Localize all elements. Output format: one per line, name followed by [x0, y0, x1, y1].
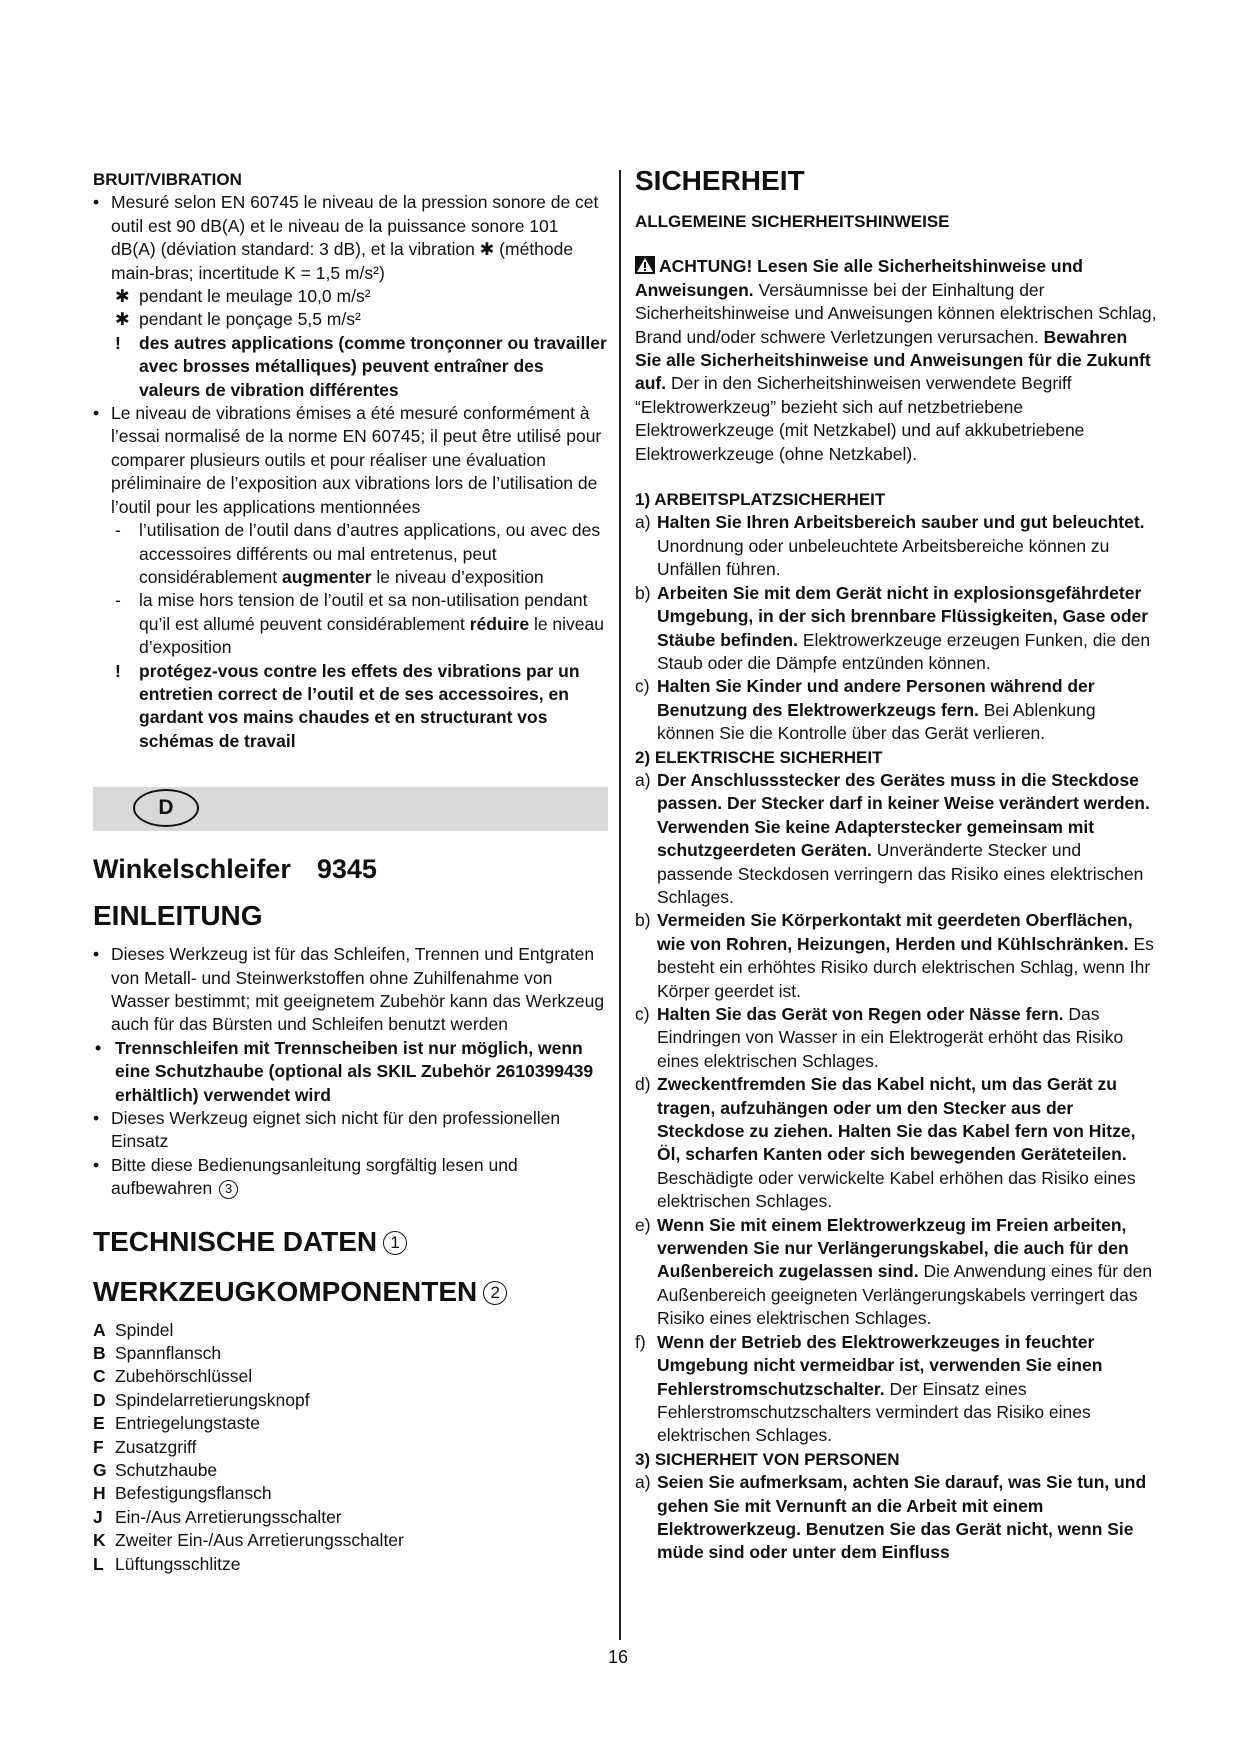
figure-ref-1: 1	[383, 1231, 407, 1255]
bullet-icon: •	[93, 944, 100, 965]
safety-item	[635, 1331, 1157, 1448]
exclamation-icon: !	[115, 332, 121, 353]
component-item	[93, 1553, 608, 1576]
component-item	[93, 1342, 608, 1365]
tech-data-heading: TECHNISCHE DATEN 1	[93, 1225, 608, 1259]
noise-warning-1: ! des autres applications (comme tronçonner ou travailler avec brosses métalliques) peuvent entraîner des valeurs de vibration différentes	[115, 332, 607, 400]
safety-title: SICHERHEIT	[635, 165, 805, 196]
component-key: A	[93, 1319, 106, 1340]
component-label: Spannflansch	[115, 1343, 222, 1364]
noise-heading: BRUIT/VIBRATION	[93, 170, 242, 189]
safety-item-label: e)	[635, 1214, 651, 1235]
component-label: Zusatzgriff	[115, 1436, 197, 1457]
safety-item-label: b)	[635, 910, 651, 931]
component-item	[93, 1506, 608, 1529]
safety-item-instruction: Zweckentfremden Sie das Kabel nicht, um das Gerät zu tragen, aufzuhängen oder um den Stecker aus der Steckdose zu ziehen. Halten Sie das Kabel fern von Hitze, Öl, scharfen Kanten oder sich bewegenden Geräteteilen.	[657, 1074, 1136, 1165]
bullet-icon: •	[93, 1154, 100, 1175]
safety-item-explanation: Elektrowerkzeuge erzeugen Funken, die den Staub oder die Dämpfe entzünden können.	[657, 629, 1151, 673]
intro-bullet-1: • Dieses Werkzeug ist für das Schleifen, Trennen und Entgraten von Metall- und Steinwerkstoffen ohne Zuhilfenahme von Wasser bestimmt; mit geeignetem Zubehör kann das Werkzeug auch für das Bürsten und Schleifen benutzt werden	[93, 944, 605, 1035]
safety-item-label: a)	[635, 512, 651, 533]
intro-bullet-2: • Trennschleifen mit Trennscheiben ist nur möglich, wenn eine Schutzhaube (optional als SKIL Zubehör 2610399439 erhältlich) verwendet wird	[95, 1037, 594, 1105]
component-key: J	[93, 1506, 103, 1527]
safety-item-explanation: Der Einsatz eines Fehlerstromschutzschalters vermindert das Risiko eines elektrischen Schlages.	[657, 1378, 1091, 1446]
bullet-icon: •	[93, 403, 100, 424]
safety-item	[635, 1003, 1157, 1073]
product-title: Winkelschleifer 9345	[93, 854, 377, 885]
exclamation-icon: !	[115, 660, 121, 681]
component-label: Zubehörschlüssel	[115, 1366, 253, 1387]
noise-dash-1: - l’utilisation de l’outil dans d’autres applications, ou avec des accessoires différents ou mal entretenus, peut considérablement augmenter le niveau d’exposition	[115, 520, 601, 587]
component-key: E	[93, 1413, 105, 1434]
safety-item-instruction: Der Anschlussstecker des Gerätes muss in die Steckdose passen. Der Stecker darf in keiner Weise verändert werden. Verwenden Sie keine Adapterstecker gemeinsam mit schutzgeerdeten Geräten.	[657, 769, 1150, 861]
component-item	[93, 1436, 608, 1459]
component-item	[93, 1319, 608, 1342]
safety-item-instruction: Vermeiden Sie Körperkontakt mit geerdeten Oberflächen, wie von Rohren, Heizungen, Herden und Kühlschränken.	[657, 910, 1133, 954]
safety-item	[635, 1214, 1157, 1331]
warning-triangle-icon	[635, 256, 655, 274]
right-column	[635, 165, 1157, 1565]
component-key: K	[93, 1530, 106, 1551]
personal-safety-heading: 3) SICHERHEIT VON PERSONEN	[635, 1449, 900, 1469]
noise-dash-2: - la mise hors tension de l’outil et sa non-utilisation pendant qu’il est allumé peuvent considérablement réduire le niveau d’exposition	[115, 590, 604, 658]
component-label: Ein-/Aus Arretierungsschalter	[115, 1506, 342, 1527]
bullet-icon: •	[95, 1037, 102, 1058]
page-number: 16	[608, 1647, 629, 1667]
bullet-icon: •	[93, 192, 100, 213]
safety-item-label: c)	[635, 1004, 650, 1024]
column-divider	[619, 170, 621, 1640]
safety-item	[635, 511, 1157, 581]
safety-item-label: d)	[635, 1074, 651, 1095]
safety-item-label: c)	[635, 676, 650, 697]
dash-icon: -	[115, 590, 121, 611]
safety-item-label: a)	[635, 769, 651, 790]
safety-item	[635, 1471, 1157, 1565]
asterisk-icon: ✱	[115, 309, 130, 330]
safety-item-instruction: Seien Sie aufmerksam, achten Sie darauf, was Sie tun, und gehen Sie mit Vernunft an die Arbeit mit einem Elektrowerkzeug. Benutzen Sie das Gerät nicht, wenn Sie müde sind oder unter dem Einfluss	[657, 1472, 1147, 1563]
noise-bullet-1: • Mesuré selon EN 60745 le niveau de la pression sonore de cet outil est 90 dB(A) et le niveau de la puissance sonore 101 dB(A) (déviation standard: 3 dB), et la vibration ✱ (méthode main-bras; incertitude K = 1,5 m/s²)	[93, 192, 599, 283]
component-item	[93, 1365, 608, 1388]
safety-item-instruction: Halten Sie Ihren Arbeitsbereich sauber und gut beleuchtet.	[657, 512, 1145, 533]
safety-item	[635, 1073, 1157, 1213]
workplace-safety-heading: 1) ARBEITSPLATZSICHERHEIT	[635, 490, 886, 510]
component-key: L	[93, 1553, 104, 1574]
intro-bullet-4: • Bitte diese Bedienungsanleitung sorgfältig lesen und aufbewahren 3	[93, 1154, 518, 1199]
component-key: F	[93, 1436, 104, 1457]
safety-item	[635, 675, 1157, 745]
safety-item-explanation: Unveränderte Stecker und passende Steckdosen verringern das Risiko eines elektrischen Schlages.	[657, 840, 1144, 907]
asterisk-icon: ✱	[115, 286, 130, 307]
intro-heading: EINLEITUNG	[93, 900, 263, 932]
safety-item-instruction: Halten Sie das Gerät von Regen oder Nässe fern.	[657, 1004, 1064, 1024]
language-bar	[93, 787, 608, 831]
bullet-icon: •	[93, 1108, 100, 1128]
noise-bullet-2: • Le niveau de vibrations émises a été mesuré conformément à l’essai normalisé de la norme EN 60745; il peut être utilisé pour comparer plusieurs outils et pour réaliser une évaluation préliminaire de l’exposition aux vibrations lors de l’utilisation de l’outil pour les applications mentionnées	[93, 403, 602, 517]
component-key: D	[93, 1389, 106, 1410]
components-heading: WERKZEUGKOMPONENTEN 2	[93, 1275, 608, 1309]
component-label: Entriegelungstaste	[115, 1413, 260, 1434]
component-label: Schutzhaube	[115, 1460, 218, 1481]
noise-sub-2: ✱ pendant le ponçage 5,5 m/s²	[93, 308, 608, 331]
component-key: G	[93, 1460, 107, 1481]
safety-item-explanation: Das Eindringen von Wasser in ein Elektrogerät erhöht das Risiko eines elektrischen Schlages.	[657, 1004, 1124, 1071]
component-label: Spindelarretierungsknopf	[115, 1389, 310, 1410]
safety-item-explanation: Unordnung oder unbeleuchtete Arbeitsbereiche können zu Unfällen führen.	[657, 535, 1110, 580]
component-key: B	[93, 1343, 106, 1364]
figure-ref-2: 2	[483, 1281, 507, 1305]
workplace-safety-list	[635, 511, 1157, 745]
component-label: Lüftungsschlitze	[115, 1553, 241, 1574]
safety-item-label: f)	[635, 1331, 646, 1352]
dash-icon: -	[115, 520, 121, 541]
figure-ref-3: 3	[219, 1180, 238, 1199]
safety-item-explanation: Bei Ablenkung können Sie die Kontrolle über das Gerät verlieren.	[657, 699, 1096, 744]
personal-safety-list	[635, 1471, 1157, 1565]
safety-item-instruction: Halten Sie Kinder und andere Personen während der Benutzung des Elektrowerkzeugs fern.	[657, 676, 1095, 720]
general-warning: ACHTUNG! Lesen Sie alle Sicherheitshinweise und Anweisungen. Versäumnisse bei der Einhaltung der Sicherheitshinweise und Anweisungen können elektrischen Schlag, Brand und/oder schwere Verletzungen verursachen. Bewahren Sie alle Sicherheitshinweise und Anweisungen für die Zukunft auf. Der in den Sicherheitshinweisen verwendete Begriff “Elektrowerkzeug” bezieht sich auf netzbetriebene Elektrowerkzeuge (mit Netzkabel) und auf akkubetriebene Elektrowerkzeuge (ohne Netzkabel).	[635, 256, 1157, 464]
component-item	[93, 1529, 608, 1552]
component-label: Zweiter Ein-/Aus Arretierungsschalter	[115, 1530, 404, 1551]
electrical-safety-heading: 2) ELEKTRISCHE SICHERHEIT	[635, 747, 883, 767]
noise-sub-1: ✱ pendant le meulage 10,0 m/s²	[93, 285, 608, 308]
component-item	[93, 1459, 608, 1482]
safety-item-label: b)	[635, 582, 651, 603]
safety-item-instruction: Wenn der Betrieb des Elektrowerkzeuges in feuchter Umgebung nicht vermeidbar ist, verwenden Sie einen Fehlerstromschutzschalter.	[657, 1331, 1103, 1399]
component-key: H	[93, 1483, 106, 1504]
safety-item-label: a)	[635, 1472, 651, 1493]
intro-bullet-3: • Dieses Werkzeug eignet sich nicht für den professionellen Einsatz	[93, 1108, 561, 1152]
safety-item-instruction: Wenn Sie mit einem Elektrowerkzeug im Freien arbeiten, verwenden Sie nur Verlängerungskabel, die auch für den Außenbereich zugelassen sind.	[657, 1214, 1129, 1282]
noise-warning-2: ! protégez-vous contre les effets des vibrations par un entretien correct de l’outil et de ses accessoires, en gardant vos mains chaudes et en structurant vos schémas de travail	[115, 660, 580, 751]
language-code-badge: D	[133, 789, 199, 827]
component-item	[93, 1389, 608, 1412]
general-safety-heading: ALLGEMEINE SICHERHEITSHINWEISE	[635, 212, 950, 231]
component-key: C	[93, 1366, 106, 1387]
component-item	[93, 1412, 608, 1435]
left-column	[93, 168, 608, 1576]
component-item	[93, 1482, 608, 1505]
safety-item	[635, 769, 1157, 909]
electrical-safety-list	[635, 769, 1157, 1448]
components-list	[93, 1319, 608, 1576]
safety-item	[635, 582, 1157, 676]
safety-item-explanation: Die Anwendung eines für den Außenbereich geeigneten Verlängerungskabels verringert das Risiko eines elektrischen Schlages.	[657, 1261, 1153, 1329]
safety-item	[635, 909, 1157, 1003]
safety-item-explanation: Es besteht ein erhöhtes Risiko durch elektrischen Schlag, wenn Ihr Körper geerdet ist.	[657, 933, 1154, 1001]
component-label: Befestigungsflansch	[115, 1483, 272, 1504]
safety-item-explanation: Beschädigte oder verwickelte Kabel erhöhen das Risiko eines elektrischen Schlages.	[657, 1167, 1136, 1212]
safety-item-instruction: Arbeiten Sie mit dem Gerät nicht in explosionsgefährdeter Umgebung, in der sich brennbare Flüssigkeiten, Gase oder Stäube befinden.	[657, 582, 1149, 650]
component-label: Spindel	[115, 1319, 174, 1340]
